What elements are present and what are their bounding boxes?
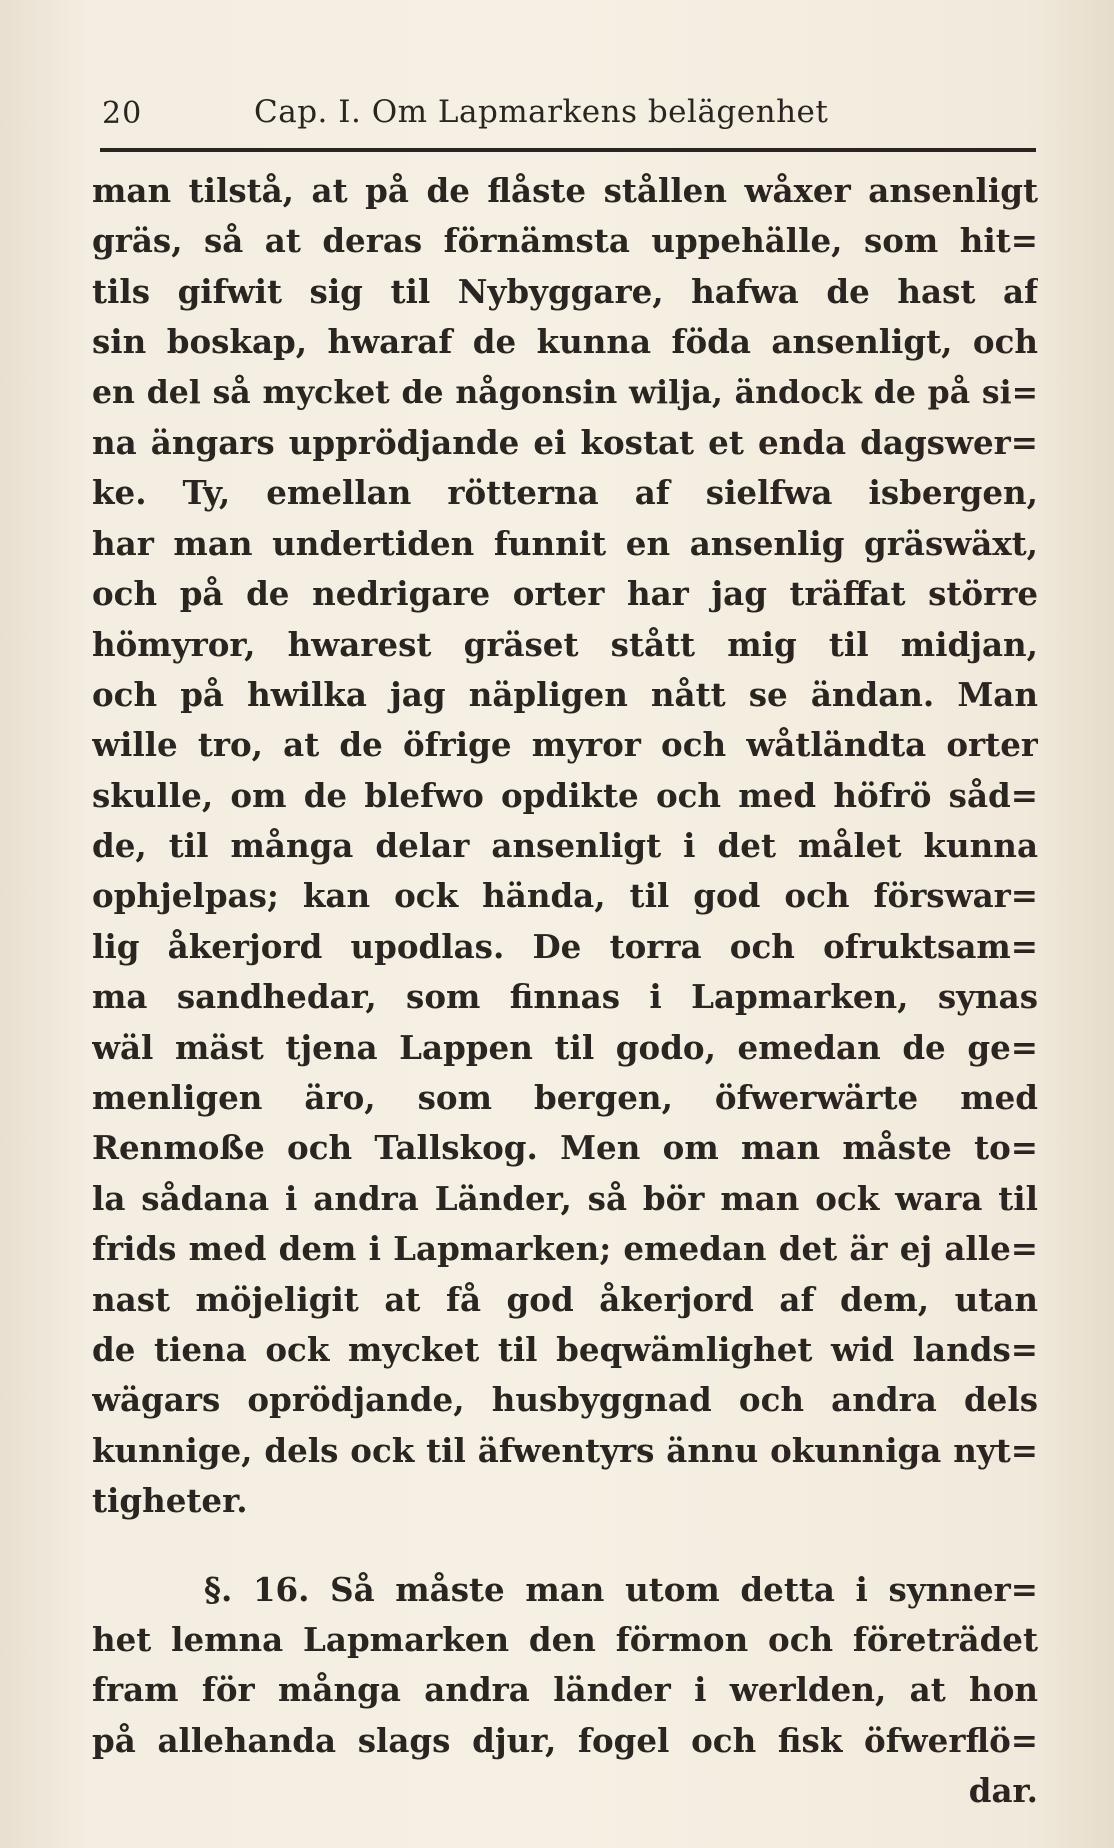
text-line: skulle, om de blefwo opdikte och med höfrö såd= <box>92 775 1038 815</box>
text-line: sin boskap, hwaraf de kunna föda ansenligt, och <box>92 322 1038 362</box>
text-line: och på hwilka jag näpligen nått se ändan. Man <box>92 674 1038 714</box>
text-line: gräs, så at deras förnämsta uppehälle, som hit= <box>92 221 1038 261</box>
text-line: ma sandhedar, som finnas i Lapmarken, synas <box>92 977 1038 1017</box>
text-line: nast möjeligit at få god åkerjord af dem, utan <box>92 1279 1038 1319</box>
page-number: 20 <box>102 96 143 131</box>
page-header <box>102 88 1032 138</box>
text-line: ke. Ty, emellan rötterna af sielfwa isbergen, <box>92 473 1038 513</box>
text-line: Renmoße och Tallskog. Men om man måste to= <box>92 1128 1038 1168</box>
paragraph-2 <box>92 1565 1038 1817</box>
text-line: man tilstå, at på de flåste stållen wåxer ansenligt <box>92 171 1038 210</box>
text-line: lig åkerjord upodlas. De torra och ofruktsam= <box>92 926 1038 966</box>
section-heading-line: §. 16. Så måste man utom detta i synner= <box>204 1569 1038 1609</box>
text-line: la sådana i andra Länder, så bör man ock wara til <box>92 1178 1038 1218</box>
text-line: hömyror, hwarest gräset stått mig til midjan, <box>92 624 1038 664</box>
header-rule <box>100 148 1036 152</box>
text-line: frids med dem i Lapmarken; emedan det är ej alle= <box>92 1229 1038 1269</box>
text-line: menligen äro, som bergen, öfwerwärte med <box>92 1078 1038 1118</box>
running-head: Cap. I. Om Lapmarkens belägenhet <box>254 94 829 130</box>
paragraph-1 <box>92 166 1038 1527</box>
text-line: fram för många andra länder i werlden, at hon <box>92 1670 1038 1710</box>
text-line: na ängars upprödjande ei kostat et enda dagswer= <box>92 422 1038 462</box>
text-line: tigheter. <box>92 1481 248 1521</box>
text-line: en del så mycket de någonsin wilja, ändock de på si= <box>92 373 1038 411</box>
text-line: ophjelpas; kan ock hända, til god och förswar= <box>92 876 1038 916</box>
text-line: wille tro, at de öfrige myror och wåtländta orter <box>92 725 1038 765</box>
text-line: het lemna Lapmarken den förmon och företrädet <box>92 1619 1038 1659</box>
text-line: på allehanda slags djur, fogel och fisk öfwerflö= <box>92 1720 1038 1760</box>
text-line: de tiena ock mycket til beqwämlighet wid lands= <box>92 1329 1038 1369</box>
text-line: tils gifwit sig til Nybyggare, hafwa de hast af <box>92 271 1038 311</box>
body-text <box>92 166 1038 1817</box>
text-line: och på de nedrigare orter har jag träffat större <box>92 574 1038 614</box>
text-line: har man undertiden funnit en ansenlig gräswäxt, <box>92 523 1038 563</box>
text-line: wäl mäst tjena Lappen til godo, emedan de ge= <box>92 1027 1038 1067</box>
text-line: de, til många delar ansenligt i det målet kunna <box>92 826 1038 866</box>
text-line: kunnige, dels ock til äfwentyrs ännu okunniga nyt= <box>92 1430 1038 1470</box>
text-line: dar. <box>968 1771 1038 1811</box>
text-line: wägars oprödjande, husbyggnad och andra dels <box>92 1380 1038 1420</box>
